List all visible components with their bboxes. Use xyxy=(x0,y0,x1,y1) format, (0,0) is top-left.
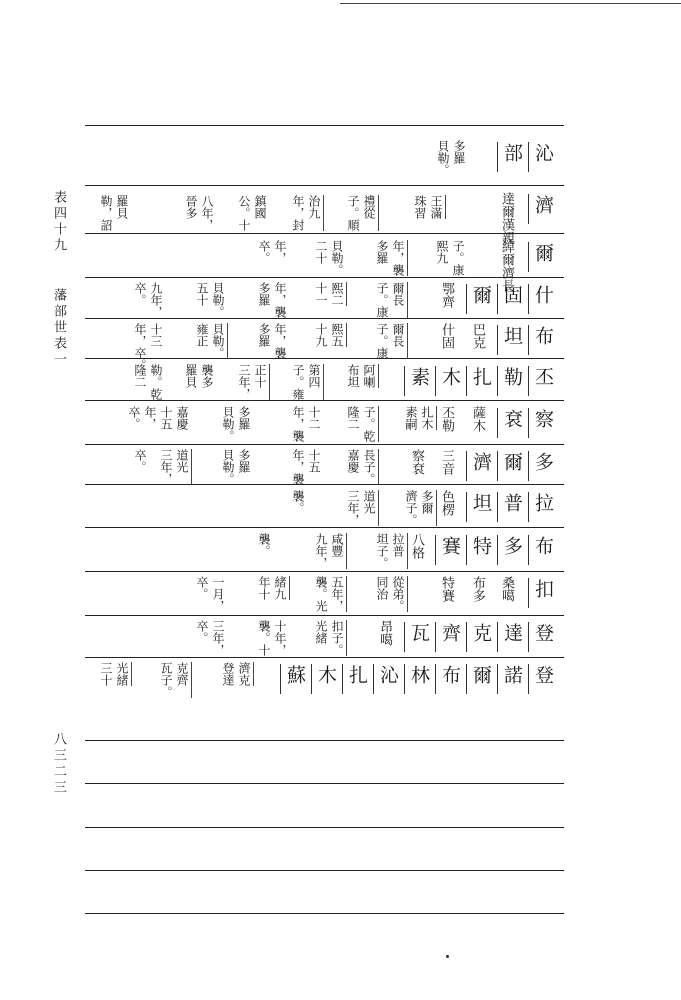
name-text-small: 巴克 xyxy=(470,323,485,349)
name-char xyxy=(435,620,463,656)
name-char xyxy=(497,449,525,485)
name-text: 扎 xyxy=(346,665,368,684)
annotation-line: 年十 xyxy=(257,576,271,600)
annotation xyxy=(315,240,343,276)
annotation-line: 十五 xyxy=(159,406,173,430)
annotation xyxy=(258,323,286,359)
name-text: 丕 xyxy=(532,367,554,386)
name-char xyxy=(466,620,494,656)
annotation-line: 九年， xyxy=(314,533,328,569)
annotation-line: 羅貝 xyxy=(184,364,198,388)
section-title: 表四十九 xyxy=(51,190,66,254)
annotation-line: 雍正 xyxy=(195,323,209,347)
annotation-line: 濟子。 xyxy=(404,490,418,526)
annotation-line: 一月， xyxy=(211,576,225,612)
annotation-line: 鎮國 xyxy=(253,195,267,219)
annotation-line: 多羅 xyxy=(257,323,271,347)
name-char xyxy=(342,662,370,698)
name-text-small: 鄂齊 xyxy=(439,282,454,308)
annotation-line: 多羅 xyxy=(237,449,251,473)
annotation xyxy=(315,620,343,656)
annotation xyxy=(134,449,146,473)
name-text: 察 xyxy=(532,409,554,428)
name-text: 爾 xyxy=(532,243,554,262)
name-char xyxy=(466,449,494,485)
name-char xyxy=(435,364,463,400)
annotation-line: 三年， xyxy=(211,620,225,656)
annotation-line: 卒。 xyxy=(195,620,209,644)
name-char xyxy=(528,140,556,176)
table-rule xyxy=(85,615,564,616)
annotation xyxy=(436,240,464,276)
name-char xyxy=(528,192,556,228)
name-text: 坦 xyxy=(470,493,492,512)
annotation xyxy=(185,364,213,388)
annotation-line: 隆二 xyxy=(346,406,360,430)
name-char xyxy=(528,240,556,276)
annotation-line: 熙五 xyxy=(330,323,344,347)
annotation xyxy=(347,449,375,485)
name-text-small: 達爾漢親 xyxy=(499,192,514,244)
annotation-line: 克齊 xyxy=(175,662,189,686)
annotation xyxy=(134,364,162,400)
annotation-line: 年，襲 xyxy=(273,282,287,318)
annotation xyxy=(160,406,188,430)
annotation-line: 晉多 xyxy=(184,195,198,219)
name-char xyxy=(528,662,556,698)
annotation xyxy=(405,490,433,526)
annotation-line: 貝勒。 xyxy=(211,323,225,359)
annotation xyxy=(315,576,343,612)
table-rule xyxy=(85,827,564,828)
name-char xyxy=(466,490,494,526)
table-rule xyxy=(85,233,564,234)
annotation xyxy=(376,282,404,318)
name-char xyxy=(528,490,556,526)
name-text-small: 色楞 xyxy=(439,490,454,516)
annotation-line: 五十 xyxy=(195,282,209,306)
annotation-line: 爾長 xyxy=(391,282,405,306)
name-text-small: 綽爾濟長 xyxy=(499,240,514,292)
name-char xyxy=(528,533,556,569)
annotation-line: 布坦 xyxy=(346,364,360,388)
annotation xyxy=(414,195,442,219)
annotation-line: 貝勒。 xyxy=(221,406,235,442)
name-text: 布 xyxy=(532,536,554,555)
name-char xyxy=(497,406,525,442)
annotation-line: 十九 xyxy=(314,323,328,347)
annotation-line: 從弟。 xyxy=(391,576,405,612)
name-text: 拉 xyxy=(532,493,554,512)
annotation-line: 嘉慶 xyxy=(346,449,360,473)
annotation-line: 年，襲 xyxy=(291,449,305,485)
annotation-line: 年，卒。 xyxy=(133,323,147,371)
name-text: 扎 xyxy=(470,367,492,386)
name-text: 布 xyxy=(439,665,461,684)
annotation-line: 同治 xyxy=(375,576,389,600)
annotation-line: 子。康 xyxy=(375,282,389,318)
annotation xyxy=(196,323,224,359)
annotation-line: 襲多 xyxy=(200,364,214,388)
annotation-line: 三年， xyxy=(159,449,173,485)
name-char xyxy=(528,364,556,400)
annotation-line: 卒。 xyxy=(127,406,141,430)
name-text: 多 xyxy=(501,536,523,555)
annotation-line: 襲。光 xyxy=(314,576,328,612)
annotation-line: 子。順 xyxy=(346,195,360,231)
annotation xyxy=(100,195,128,231)
name-char xyxy=(280,662,308,698)
name-text-small: 八格 xyxy=(409,533,424,559)
annotation xyxy=(100,662,128,686)
name-char xyxy=(497,364,525,400)
name-char xyxy=(528,406,556,442)
annotation-line: 拉普 xyxy=(391,533,405,557)
name-char xyxy=(435,533,463,569)
annotation xyxy=(185,195,213,231)
name-char xyxy=(373,662,401,698)
name-text: 袞 xyxy=(501,409,523,428)
top-rule xyxy=(340,3,681,4)
annotation xyxy=(258,533,270,557)
name-text-small: 三音 xyxy=(439,449,454,475)
annotation-line: 年， xyxy=(273,240,287,264)
annotation-line: 十一 xyxy=(314,282,328,306)
name-char xyxy=(528,620,556,656)
annotation-line: 王滿 xyxy=(429,195,443,219)
ink-speck xyxy=(446,955,449,958)
annotation-line: 年，襲 xyxy=(273,323,287,359)
annotation xyxy=(376,240,404,276)
annotation-line: 禮從 xyxy=(362,195,376,219)
name-char xyxy=(404,662,432,698)
table-rule xyxy=(85,657,564,658)
name-char xyxy=(528,323,556,359)
name-text: 勒 xyxy=(501,367,523,386)
name-text: 沁 xyxy=(532,143,554,162)
name-text: 蘇 xyxy=(284,665,306,684)
name-text: 素 xyxy=(408,367,430,386)
annotation-line: 道光 xyxy=(362,490,376,514)
annotation-line: 爾長 xyxy=(391,323,405,347)
annotation xyxy=(238,195,266,231)
annotation xyxy=(292,364,320,400)
name-text-small: 什固 xyxy=(439,323,454,349)
name-text: 多 xyxy=(532,452,554,471)
annotation xyxy=(347,364,375,388)
annotation xyxy=(292,449,320,485)
name-text: 什 xyxy=(532,285,554,304)
annotation-line: 正十 xyxy=(253,364,267,388)
annotation-line: 十五 xyxy=(307,449,321,473)
name-char xyxy=(497,620,525,656)
name-text: 木 xyxy=(439,367,461,386)
annotation-line: 年，襲 xyxy=(291,406,305,442)
name-text: 木 xyxy=(315,665,337,684)
annotation xyxy=(160,662,188,698)
annotation-line: 長子。 xyxy=(362,449,376,485)
annotation xyxy=(292,195,320,231)
name-text: 林 xyxy=(408,665,430,684)
annotation-line: 襲。十 xyxy=(257,620,271,656)
table-rule xyxy=(85,740,564,741)
annotation-line: 道光 xyxy=(175,449,189,473)
annotation-line: 熙二 xyxy=(330,282,344,306)
name-char xyxy=(497,533,525,569)
name-text: 布 xyxy=(532,326,554,345)
annotation-line: 第四 xyxy=(307,364,321,388)
name-text-small: 布多 xyxy=(470,576,485,602)
page-number: 八三二三 xyxy=(51,732,66,796)
annotation-line: 坦子。 xyxy=(375,533,389,569)
annotation xyxy=(347,406,375,442)
annotation-line: 勒。乾 xyxy=(149,364,163,400)
annotation xyxy=(134,282,162,318)
annotation-line: 二十 xyxy=(314,240,328,264)
name-text: 瓦 xyxy=(408,623,430,642)
annotation-line: 年，封 xyxy=(291,195,305,231)
name-text: 固 xyxy=(501,285,523,304)
annotation-line: 子。康 xyxy=(451,240,465,276)
annotation xyxy=(376,323,404,359)
annotation xyxy=(376,576,404,612)
annotation-line: 素嗣 xyxy=(404,406,418,430)
annotation-line: 三年， xyxy=(346,490,360,526)
name-char xyxy=(497,490,525,526)
annotation xyxy=(196,282,224,318)
name-char xyxy=(466,364,494,400)
annotation xyxy=(315,533,343,569)
annotation xyxy=(196,620,224,656)
annotation-line: 公。十 xyxy=(237,195,251,231)
name-text: 達 xyxy=(501,623,523,642)
annotation-line: 咸豐 xyxy=(330,533,344,557)
annotation-line: 三年， xyxy=(237,364,251,400)
name-text-small: 昂噶 xyxy=(377,620,392,646)
table-rule xyxy=(85,571,564,572)
table-rule xyxy=(85,318,564,319)
annotation-line: 緒九 xyxy=(273,576,287,600)
annotation xyxy=(437,140,465,176)
name-text: 坦 xyxy=(501,326,523,345)
table-rule xyxy=(85,277,564,278)
table-rule xyxy=(85,527,564,528)
annotation xyxy=(258,282,286,318)
annotation xyxy=(222,406,250,442)
annotation-line: 襲。 xyxy=(257,533,271,557)
annotation-line: 扎木 xyxy=(420,406,434,430)
table-rule xyxy=(85,125,564,126)
annotation xyxy=(315,323,343,347)
name-text: 扣 xyxy=(532,579,554,598)
annotation-line: 阿喇 xyxy=(362,364,376,388)
name-char xyxy=(497,662,525,698)
annotation-line: 多爾 xyxy=(420,490,434,514)
annotation-line: 瓦子。 xyxy=(159,662,173,698)
name-text: 賽 xyxy=(439,536,461,555)
annotation-line: 熙九 xyxy=(435,240,449,264)
annotation-line: 扣子。 xyxy=(330,620,344,656)
annotation xyxy=(222,449,250,485)
annotation xyxy=(292,406,320,442)
table-rule xyxy=(85,870,564,871)
annotation-line: 八年， xyxy=(200,195,214,231)
annotation-line: 多羅 xyxy=(237,406,251,430)
annotation xyxy=(292,490,304,514)
annotation-line: 十年， xyxy=(273,620,287,656)
annotation-line: 卒。 xyxy=(133,282,147,306)
annotation xyxy=(196,576,224,612)
annotation-line: 治九 xyxy=(307,195,321,219)
name-char xyxy=(466,662,494,698)
name-text-small: 察袞 xyxy=(409,449,424,475)
name-text: 登 xyxy=(532,665,554,684)
name-char xyxy=(466,533,494,569)
annotation-line: 年，襲 xyxy=(391,240,405,276)
table-rule xyxy=(85,185,564,186)
annotation xyxy=(258,620,286,656)
name-text: 爾 xyxy=(501,452,523,471)
name-text-small: 薩木 xyxy=(470,406,485,432)
section-subtitle: 藩部世表一 xyxy=(51,288,66,368)
annotation xyxy=(405,406,433,430)
name-char xyxy=(435,662,463,698)
annotation xyxy=(376,533,404,569)
annotation-line: 多羅 xyxy=(452,140,466,164)
annotation-line: 子。雍 xyxy=(291,364,305,400)
table-rule xyxy=(85,444,564,445)
annotation-line: 卒。 xyxy=(257,240,271,264)
name-char xyxy=(528,282,556,318)
name-text: 濟 xyxy=(532,195,554,214)
annotation-line: 子。康 xyxy=(375,323,389,359)
annotation xyxy=(238,364,266,400)
name-char xyxy=(466,282,494,318)
name-char xyxy=(311,662,339,698)
annotation xyxy=(128,406,156,430)
name-char xyxy=(404,620,432,656)
annotation-line: 濟克 xyxy=(237,662,251,686)
table-rule xyxy=(85,400,564,401)
annotation-line: 襲。 xyxy=(291,490,305,514)
annotation-line: 貝勒。 xyxy=(211,282,225,318)
annotation-line: 子。乾 xyxy=(362,406,376,442)
name-text: 齊 xyxy=(439,623,461,642)
annotation-line: 十二 xyxy=(307,406,321,430)
annotation xyxy=(258,576,286,600)
annotation-line: 多羅 xyxy=(257,282,271,306)
name-text: 克 xyxy=(470,623,492,642)
name-char xyxy=(497,140,525,176)
name-text: 爾 xyxy=(470,285,492,304)
annotation xyxy=(315,282,343,306)
name-text: 普 xyxy=(501,493,523,512)
annotation xyxy=(160,449,188,485)
annotation-line: 三十 xyxy=(99,662,113,686)
annotation xyxy=(222,662,250,686)
name-text-small: 丕勒 xyxy=(439,406,454,432)
annotation-line: 光緒 xyxy=(314,620,328,644)
annotation-line: 隆二 xyxy=(133,364,147,388)
name-text: 諾 xyxy=(501,665,523,684)
name-text: 登 xyxy=(532,623,554,642)
annotation-line: 卒。 xyxy=(195,576,209,600)
table-rule xyxy=(85,783,564,784)
name-char xyxy=(497,323,525,359)
name-text: 爾 xyxy=(470,665,492,684)
annotation xyxy=(258,240,286,264)
annotation-line: 九年， xyxy=(149,282,163,318)
name-char xyxy=(528,449,556,485)
annotation-line: 貝勒。 xyxy=(436,140,450,176)
annotation-line: 勒，詔 xyxy=(99,195,113,231)
annotation xyxy=(347,195,375,231)
name-char xyxy=(497,282,525,318)
name-text: 沁 xyxy=(377,665,399,684)
annotation-line: 十三 xyxy=(149,323,163,347)
annotation-line: 貝勒。 xyxy=(330,240,344,276)
table-rule xyxy=(85,913,564,914)
annotation-line: 嘉慶 xyxy=(175,406,189,430)
name-text-small: 桑噶 xyxy=(499,576,514,602)
annotation xyxy=(347,490,375,526)
name-text: 部 xyxy=(501,143,523,162)
annotation-line: 珠習 xyxy=(413,195,427,219)
name-text: 濟 xyxy=(470,452,492,471)
annotation-line: 年， xyxy=(143,406,157,430)
annotation-line: 貝勒。 xyxy=(221,449,235,485)
annotation-line: 光緒 xyxy=(115,662,129,686)
annotation-line: 登達 xyxy=(221,662,235,686)
name-text-small: 特賽 xyxy=(439,576,454,602)
annotation-line: 卒。 xyxy=(133,449,147,473)
annotation-line: 五年， xyxy=(330,576,344,612)
name-char xyxy=(528,576,556,612)
annotation-line: 多羅 xyxy=(375,240,389,264)
name-text: 特 xyxy=(470,536,492,555)
annotation-line: 羅貝 xyxy=(115,195,129,219)
name-char xyxy=(404,364,432,400)
